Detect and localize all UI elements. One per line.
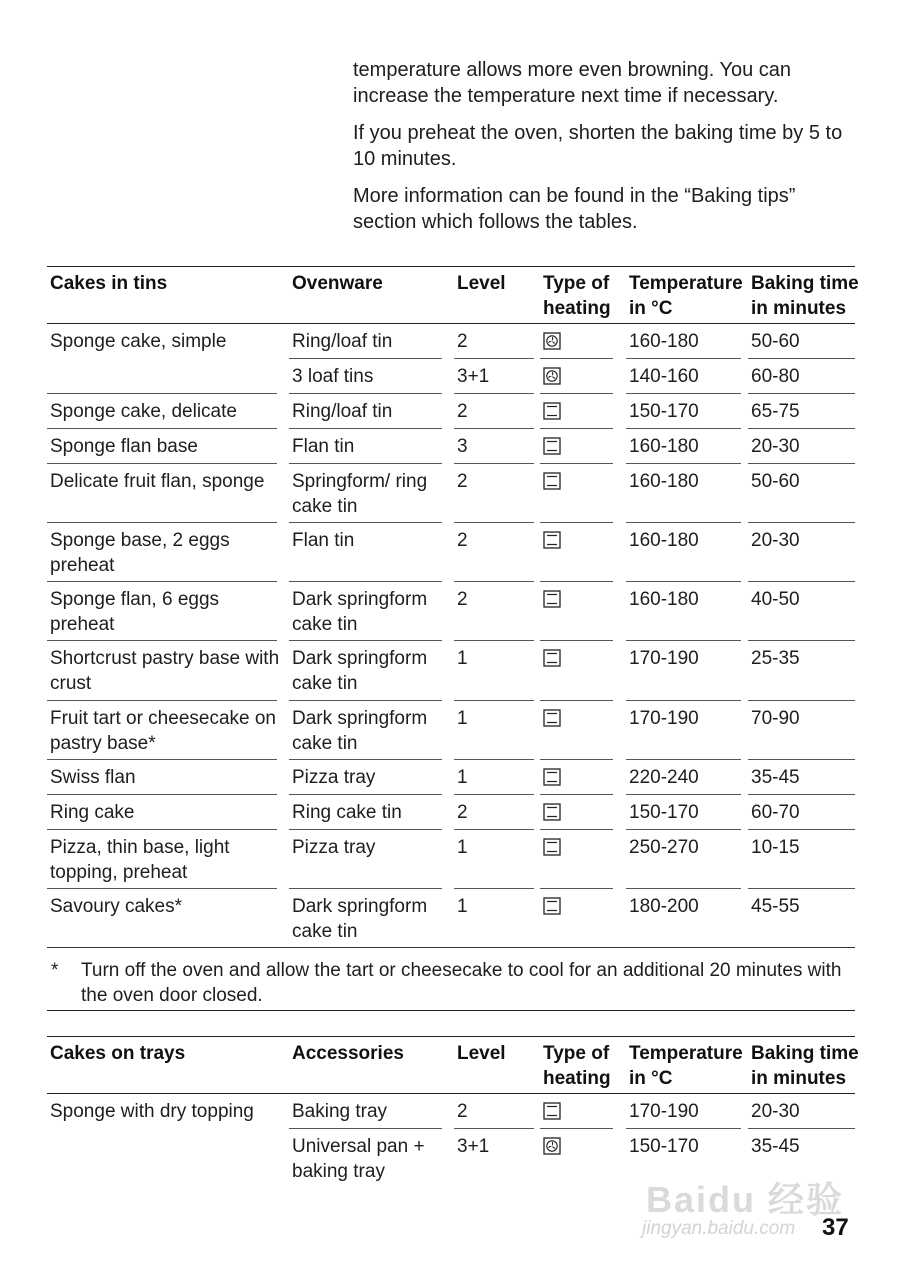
hot-air-icon — [543, 367, 561, 385]
cell-heating — [543, 701, 613, 734]
table-row — [47, 523, 855, 582]
cell-item: Swiss flan — [50, 767, 136, 788]
cell-heating — [543, 582, 613, 615]
cell-heating — [543, 464, 613, 497]
top-bottom-heat-icon — [543, 897, 561, 915]
table-row — [47, 394, 855, 429]
cell-level: 2 — [457, 471, 468, 492]
footnote — [47, 958, 855, 1008]
header-level: Level — [457, 273, 506, 294]
cell-level: 1 — [457, 708, 468, 729]
header-time: Baking time in minutes — [751, 1043, 859, 1089]
watermark-brand: Baidu 经验 — [646, 1179, 845, 1220]
cell-item: Sponge flan base — [50, 436, 198, 457]
top-bottom-heat-icon — [543, 768, 561, 786]
table-row — [47, 701, 855, 760]
cell-time: 50-60 — [751, 471, 800, 492]
footnote-marker: * — [51, 960, 59, 981]
cell-item — [50, 359, 280, 364]
footnote-text: Turn off the oven and allow the tart or cheesecake to cool for an additional 20 minutes with the oven door closed. — [81, 960, 842, 1006]
table-header — [47, 1036, 859, 1094]
cell-temperature: 160-180 — [629, 589, 699, 610]
cell-time: 35-45 — [751, 1136, 800, 1157]
cell-ware: 3 loaf tins — [292, 366, 374, 387]
cell-ware: Flan tin — [292, 436, 355, 457]
table-row — [47, 830, 855, 889]
cell-item: Pizza, thin base, light topping, preheat — [50, 837, 230, 883]
cakes-in-tins-table — [47, 266, 859, 948]
cell-heating — [543, 641, 613, 674]
table-row — [47, 641, 855, 701]
cell-item: Sponge with dry topping — [50, 1101, 254, 1122]
cell-level: 3+1 — [457, 1136, 490, 1157]
table-row — [47, 889, 855, 948]
cell-ware: Universal pan + baking tray — [292, 1136, 425, 1182]
cell-time: 20-30 — [751, 1101, 800, 1122]
table-row — [47, 1094, 855, 1129]
intro-text — [353, 57, 853, 246]
header-ware: Ovenware — [292, 273, 383, 294]
cell-temperature: 150-170 — [629, 401, 699, 422]
cell-level: 3+1 — [457, 366, 490, 387]
page-number: 37 — [822, 1214, 849, 1241]
cell-level: 2 — [457, 530, 468, 551]
cell-ware: Flan tin — [292, 530, 355, 551]
cell-temperature: 170-190 — [629, 1101, 699, 1122]
cell-time: 20-30 — [751, 436, 800, 457]
header-level: Level — [457, 1043, 506, 1064]
cell-item: Sponge cake, simple — [50, 331, 227, 352]
cell-ware: Ring cake tin — [292, 802, 402, 823]
cell-temperature: 150-170 — [629, 802, 699, 823]
table-row — [47, 359, 855, 394]
header-item: Cakes in tins — [50, 273, 168, 294]
cell-time: 25-35 — [751, 648, 800, 669]
cell-level: 2 — [457, 802, 468, 823]
cell-ware: Ring/loaf tin — [292, 401, 393, 422]
header-heating: Type of heating — [543, 273, 611, 319]
table-row — [47, 324, 855, 359]
cell-item: Sponge cake, delicate — [50, 401, 237, 422]
top-bottom-heat-icon — [543, 437, 561, 455]
cell-ware: Springform/ ring cake tin — [292, 471, 428, 517]
cell-heating — [543, 795, 613, 828]
cell-temperature: 160-180 — [629, 331, 699, 352]
cell-time: 60-70 — [751, 802, 800, 823]
cell-time: 10-15 — [751, 837, 800, 858]
cell-heating — [543, 889, 613, 922]
top-bottom-heat-icon — [543, 649, 561, 667]
cell-heating — [543, 1129, 613, 1162]
cell-temperature: 140-160 — [629, 366, 699, 387]
cell-level: 1 — [457, 648, 468, 669]
header-heating: Type of heating — [543, 1043, 611, 1089]
cell-level: 3 — [457, 436, 468, 457]
table-row — [47, 429, 855, 464]
footnote-divider — [47, 1010, 855, 1011]
cell-time: 60-80 — [751, 366, 800, 387]
table-row — [47, 760, 855, 795]
cell-ware: Dark springform cake tin — [292, 589, 428, 635]
top-bottom-heat-icon — [543, 709, 561, 727]
cell-item: Sponge base, 2 eggs preheat — [50, 530, 230, 576]
intro-paragraph: temperature allows more even browning. You can increase the temperature next time if necessary. — [353, 59, 792, 107]
top-bottom-heat-icon — [543, 531, 561, 549]
cell-time: 50-60 — [751, 331, 800, 352]
cell-level: 1 — [457, 896, 468, 917]
cell-heating — [543, 1094, 613, 1127]
cell-ware: Pizza tray — [292, 837, 376, 858]
header-temperature: Temperature in °C — [629, 1043, 743, 1089]
cell-item: Fruit tart or cheesecake on pastry base* — [50, 708, 276, 754]
hot-air-icon — [543, 1137, 561, 1155]
cell-ware: Dark springform cake tin — [292, 896, 428, 942]
cell-ware: Pizza tray — [292, 767, 376, 788]
cell-heating — [543, 324, 613, 357]
cell-time: 35-45 — [751, 767, 800, 788]
cell-level: 2 — [457, 401, 468, 422]
top-bottom-heat-icon — [543, 1102, 561, 1120]
top-bottom-heat-icon — [543, 838, 561, 856]
intro-paragraph: More information can be found in the “Baking tips” section which follows the tables. — [353, 185, 796, 233]
cell-temperature: 160-180 — [629, 530, 699, 551]
cell-heating — [543, 760, 613, 793]
cell-temperature: 170-190 — [629, 648, 699, 669]
cell-temperature: 250-270 — [629, 837, 699, 858]
table-row — [47, 795, 855, 830]
cell-item — [50, 1129, 280, 1134]
cell-ware: Dark springform cake tin — [292, 708, 428, 754]
table-row — [47, 582, 855, 641]
top-bottom-heat-icon — [543, 590, 561, 608]
cell-temperature: 160-180 — [629, 436, 699, 457]
top-bottom-heat-icon — [543, 402, 561, 420]
cell-divider — [47, 947, 855, 948]
cell-level: 2 — [457, 331, 468, 352]
cell-temperature: 150-170 — [629, 1136, 699, 1157]
top-bottom-heat-icon — [543, 472, 561, 490]
watermark-url: jingyan.baidu.com — [642, 1218, 796, 1239]
cell-heating — [543, 394, 613, 427]
header-time: Baking time in minutes — [751, 273, 859, 319]
cell-item: Sponge flan, 6 eggs preheat — [50, 589, 220, 635]
cell-heating — [543, 523, 613, 556]
cell-temperature: 160-180 — [629, 471, 699, 492]
top-bottom-heat-icon — [543, 803, 561, 821]
cell-time: 40-50 — [751, 589, 800, 610]
cell-level: 2 — [457, 589, 468, 610]
cell-ware: Ring/loaf tin — [292, 331, 393, 352]
cell-ware: Baking tray — [292, 1101, 388, 1122]
cell-temperature: 180-200 — [629, 896, 699, 917]
table-header — [47, 266, 859, 324]
cell-level: 1 — [457, 767, 468, 788]
cell-temperature: 170-190 — [629, 708, 699, 729]
cell-time: 65-75 — [751, 401, 800, 422]
intro-paragraph: If you preheat the oven, shorten the baking time by 5 to 10 minutes. — [353, 122, 843, 170]
cell-level: 2 — [457, 1101, 468, 1122]
cell-item: Delicate fruit flan, sponge — [50, 471, 265, 492]
cell-item: Savoury cakes* — [50, 896, 183, 917]
cell-time: 20-30 — [751, 530, 800, 551]
table-row — [47, 464, 855, 523]
cell-ware: Dark springform cake tin — [292, 648, 428, 694]
cell-item: Shortcrust pastry base with crust — [50, 648, 280, 694]
cell-heating — [543, 359, 613, 392]
hot-air-icon — [543, 332, 561, 350]
header-ware: Accessories — [292, 1043, 404, 1064]
header-temperature: Temperature in °C — [629, 273, 743, 319]
cell-heating — [543, 830, 613, 863]
cell-temperature: 220-240 — [629, 767, 699, 788]
cell-level: 1 — [457, 837, 468, 858]
cell-item: Ring cake — [50, 802, 135, 823]
header-item: Cakes on trays — [50, 1043, 186, 1064]
cell-heating — [543, 429, 613, 462]
cell-time: 70-90 — [751, 708, 800, 729]
cell-time: 45-55 — [751, 896, 800, 917]
